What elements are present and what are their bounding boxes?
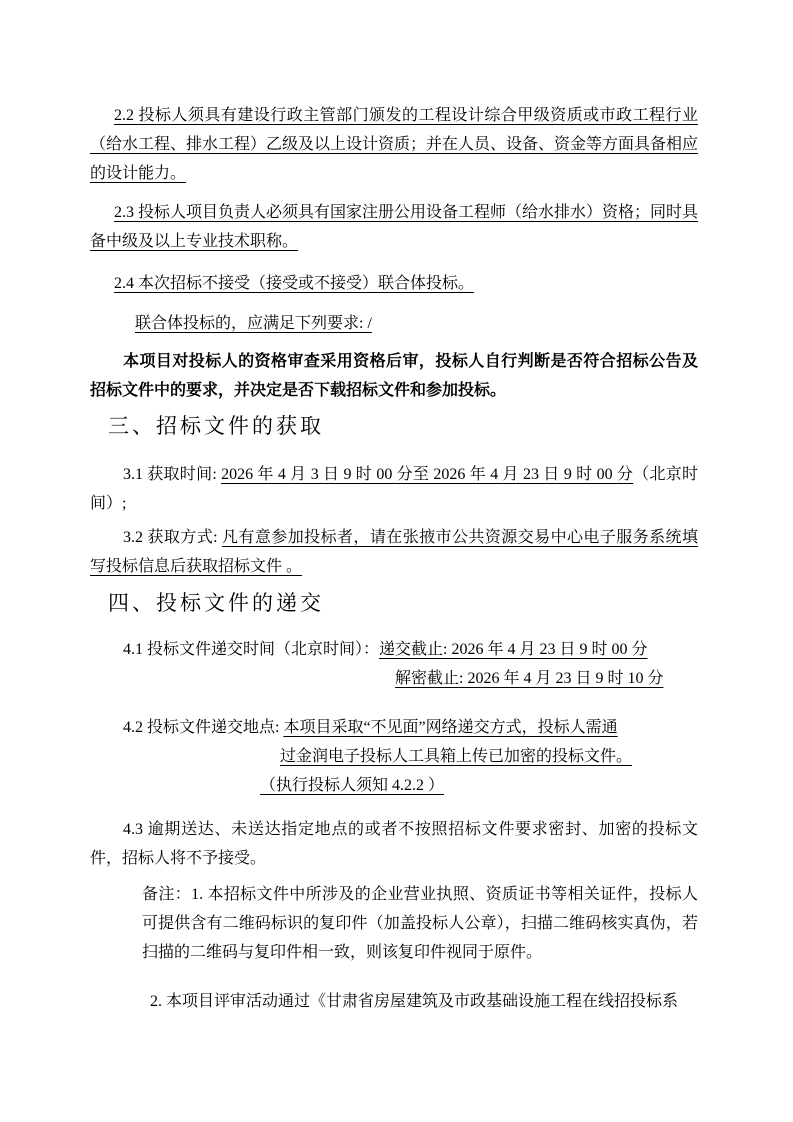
joint-venture-text: 联合体投标的，应满足下列要求: / (135, 315, 372, 332)
clause-2-2: 2.2 投标人须具有建设行政主管部门颁发的工程设计综合甲级资质或市政工程行业（给水工程、排水工程）乙级及以上设计资质；并在人员、设备、资金等方面具备相应的设计能力。 (90, 107, 699, 182)
clause-4-2-line3 (260, 771, 698, 800)
clause-3-2 (90, 523, 698, 581)
section-3-heading: 三、招标文件的获取 (108, 414, 324, 438)
note-item-2: 2. 本项目评审活动通过《甘肃省房屋建筑及市政基础设施工程在线招投标系 (150, 993, 679, 1010)
clause-4-1-submit-line (90, 635, 698, 664)
joint-venture-requirement (90, 309, 698, 338)
clause-3-2-method: 凡有意参加投标者，请在张掖市公共资源交易中心电子服务系统填写投标信息后获取招标文件 。 (90, 529, 698, 575)
clause-2-3: 2.3 投标人项目负责人必须具有国家注册公用设备工程师（给水排水）资格；同时具备中级及以上专业技术职称。 (90, 204, 699, 250)
clause-4-3: 4.3 逾期送达、未送达指定地点的或者不按照招标文件要求密封、加密的投标文件，招标人将不予接受。 (90, 821, 698, 867)
clause-4-2-label: 4.2 投标文件递交地点: (123, 719, 284, 736)
clause-3-1-period: 2026 年 4 月 3 日 9 时 00 分至 2026 年 4 月 23 日 9 时 00 分 (221, 466, 634, 483)
clause-3-1 (90, 460, 698, 518)
clause-3-1-timezone: （北京时间）; (90, 466, 698, 512)
clause-2-4 (90, 269, 698, 298)
clause-4-1-submit-deadline: 递交截止: 2026 年 4 月 23 日 9 时 00 分 (379, 641, 648, 658)
clause-4-1-decrypt-deadline: 解密截止: 2026 年 4 月 23 日 9 时 10 分 (395, 670, 664, 687)
section-4-heading: 四、投标文件的递交 (108, 591, 324, 615)
clause-2-4-text: 2.4 本次招标不接受（接受或不接受）联合体投标。 (114, 275, 475, 292)
note-item-1: 备注：1. 本招标文件中所涉及的企业营业执照、资质证书等相关证件，投标人可提供含有二维码标识的复印件（加盖投标人公章），扫描二维码核实真伪，若扫描的二维码与复印件相一致，则该复印件视同于原件。 (142, 886, 698, 961)
clause-4-1-decrypt-line (395, 664, 698, 693)
clause-4-2-line2 (280, 742, 698, 771)
clause-4-2-reference: （执行投标人须知 4.2.2 ） (260, 777, 445, 794)
clause-4-2-method-part1: 本项目采取“不见面”网络递交方式，投标人需通 (283, 719, 618, 736)
clause-4-2-line1 (90, 713, 698, 742)
clause-3-1-label: 3.1 获取时间: (123, 466, 222, 483)
clause-4-1-label: 4.1 投标文件递交时间（北京时间）： (123, 641, 380, 658)
qualification-review-paragraph: 本项目对投标人的资格审查采用资格后审，投标人自行判断是否符合招标公告及招标文件中的要求，并决定是否下载招标文件和参加投标。 (90, 353, 698, 399)
clause-4-1 (90, 635, 698, 693)
clause-4-2 (90, 713, 698, 800)
clause-3-2-label: 3.2 获取方式: (123, 529, 223, 546)
clause-4-2-method-part2: 过金润电子投标人工具箱上传已加密的投标文件。 (280, 748, 633, 765)
